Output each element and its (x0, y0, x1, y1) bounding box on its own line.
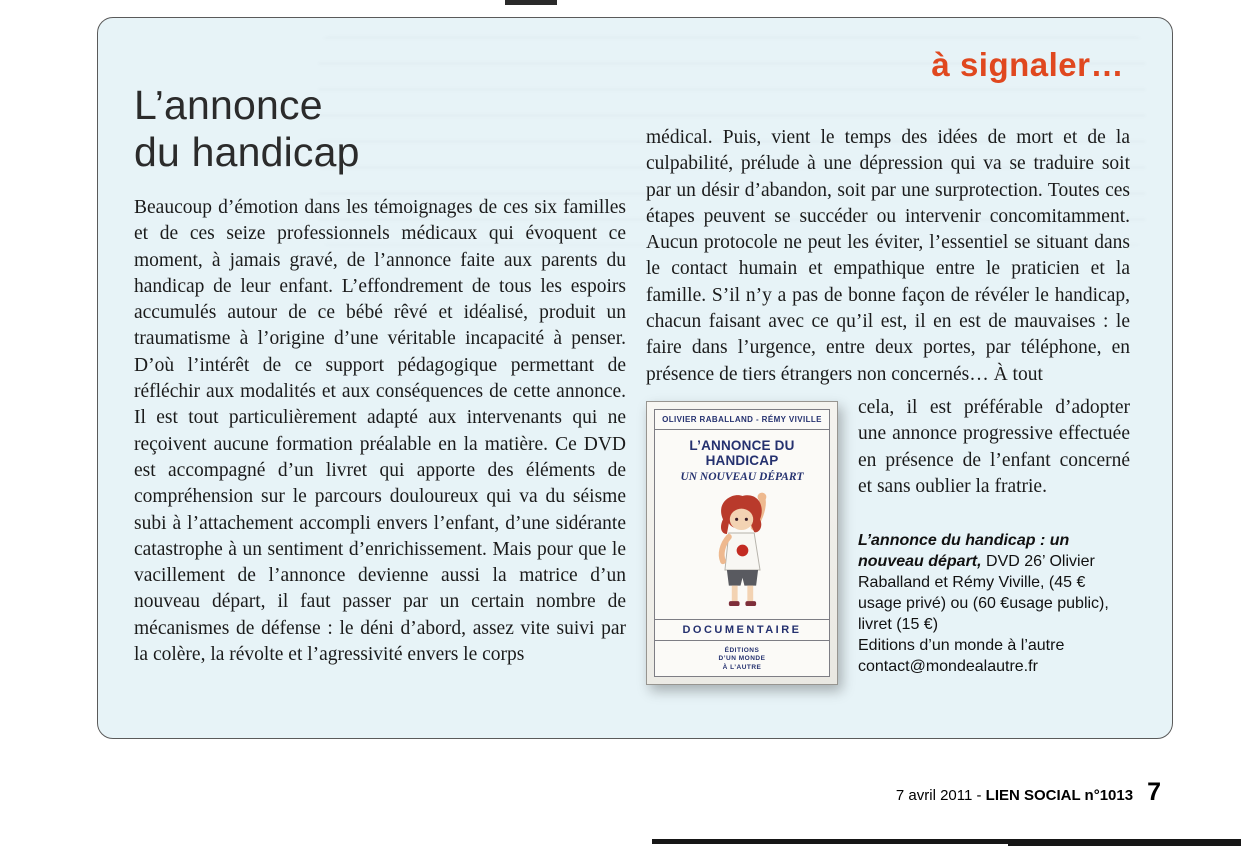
article-title-line2: du handicap (134, 129, 360, 175)
dvd-section (646, 395, 1130, 685)
article-paragraph-right-wrap: cela, il est préférable d’adopter une annonce progressive effectuée en présence de l’enfant concerné et sans oublier la fratrie. (858, 396, 1130, 497)
article-title-line1: L’annonce (134, 82, 323, 128)
article-box (97, 17, 1173, 739)
article-paragraph-left: Beaucoup d’émotion dans les témoignages de ces six familles et de ces seize professionnels médicaux qui évoquent ce moment, à jamais gravé, de l’annonce faite aux parents du handicap de leur enfant. L’effondrement de tous les espoirs accumulés autour de ce bébé rêvé et idéalisé, produit un traumatisme à l’origine d’une véritable incapacité à penser. D’où l’intérêt de ce support pédagogique permettant de réfléchir aux modalités et aux conséquences de cette annonce. Il est tout particulièrement adapté aux intervenants qui ne reçoivent aucune formation préalable en la matière. Ce DVD est accompagné d’un livret qui apporte des éléments de compréhension sur le parcours douloureux qui va du séisme subi à l’attachement accompli envers l’enfant, d’une sidérante catastrophe à un sentiment d’enrichissement. Mais pour que le vacillement de l’annonce devienne aussi la matrice d’un nouveau départ, il faut passer par un certain nombre de mécanismes de défense : le déni d’abord, assez vite suivi par la colère, la révolte et l’agressivité envers le corps (134, 197, 626, 666)
scan-artifact-bottom (652, 839, 1008, 844)
page-footer (896, 778, 1161, 807)
dvd-cover-authors: OLIVIER RABALLAND - RÉMY VIVILLE (655, 410, 829, 430)
page-number: 7 (1147, 778, 1161, 806)
caption-publisher: Editions d’un monde à l’autre (858, 637, 1065, 655)
dvd-cover-frame (654, 409, 830, 677)
scan-artifact-bottom (1008, 839, 1241, 846)
caption-details: DVD 26’ Olivier Raballand et Rémy Viville, (45 € usage privé) ou (60 €usage public), livret (15 €) (858, 553, 1109, 634)
right-column (646, 18, 1130, 685)
left-column (134, 18, 626, 668)
dvd-cover-genre: DOCUMENTAIRE (655, 619, 829, 641)
dvd-cover-publisher (719, 647, 766, 672)
caption-contact-email: contact@mondealautre.fr (858, 658, 1038, 676)
dvd-publisher-line: D’UN MONDE (718, 655, 766, 663)
dvd-cover-title: L’ANNONCE DU HANDICAP (689, 437, 795, 468)
dvd-cover-image (646, 401, 838, 685)
article-title (134, 82, 626, 176)
girl-illustration (655, 483, 829, 619)
section-label: à signaler… (931, 46, 1124, 83)
footer-journal-name: LIEN SOCIAL n°1013 (985, 787, 1134, 804)
caption-title: L’annonce du handicap : un nouveau départ, (858, 532, 1070, 571)
scan-artifact-top (505, 0, 557, 5)
dvd-publisher-line: ÉDITIONS (724, 646, 760, 654)
dvd-publisher-line: À L’AUTRE (722, 663, 762, 671)
article-paragraph-right-top: médical. Puis, vient le temps des idées de mort et de la culpabilité, prélude à une dépression qui va se traduire soit par un désir d’abandon, soit par une surprotection. Toutes ces étapes peuvent se succéder ou intervenir concomitamment. Aucun protocole ne peut les éviter, l’essentiel se situant dans le contact humain et empathique entre le praticien et la famille. S’il n’y a pas de bonne façon de révéler le handicap, chacun faisant avec ce qu’il est, il en est de mauvaises : le faire dans l’urgence, entre deux portes, par téléphone, en présence de tiers étrangers non concernés… À tout (646, 127, 1130, 385)
dvd-cover-subtitle: UN NOUVEAU DÉPART (680, 470, 804, 483)
footer-date: 7 avril 2011 - (895, 787, 986, 804)
footer-issue-text (896, 787, 1133, 804)
